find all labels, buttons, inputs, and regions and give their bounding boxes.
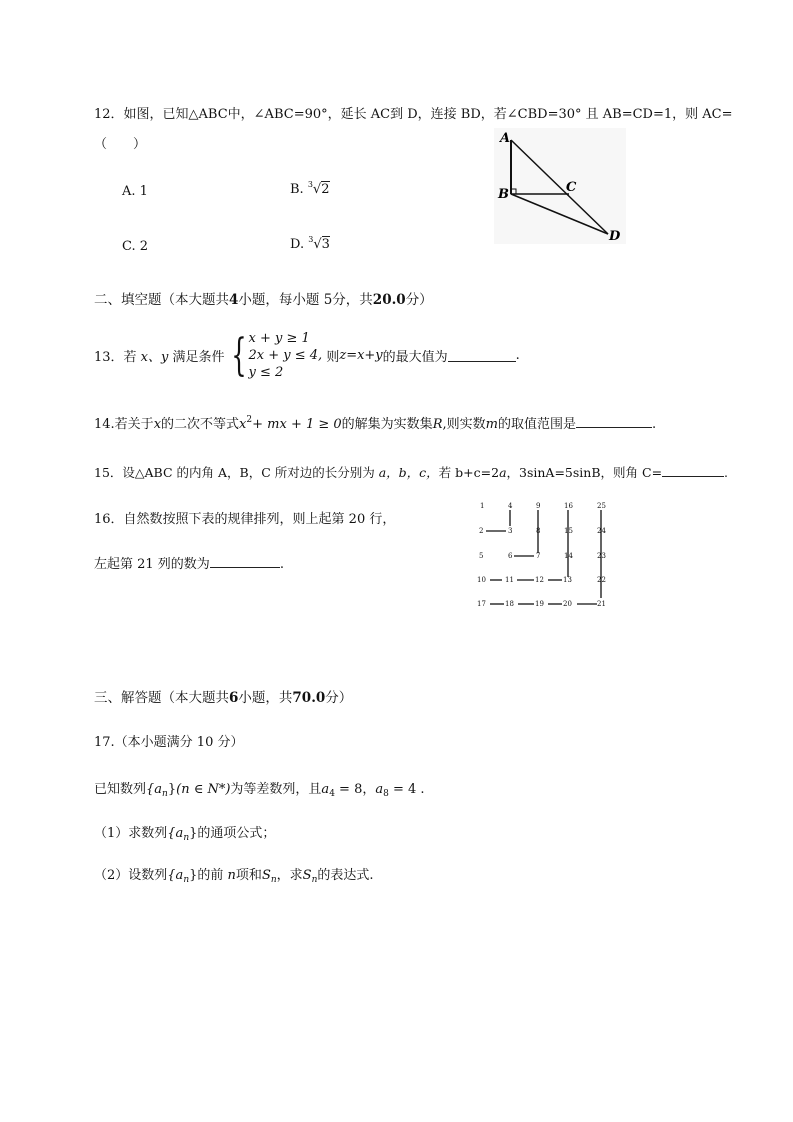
grid-cell: 8 bbox=[536, 527, 541, 535]
q12-option-b: B. $^3$√2 bbox=[290, 180, 330, 197]
q15: 15．设△ABC 的内角 A，B，C 所对边的长分别为 a，b，c，若 b+c=2a，3sinA=5sinB，则角 C= . bbox=[94, 465, 729, 480]
grid-cell: 15 bbox=[564, 527, 573, 535]
grid-cell: 3 bbox=[508, 527, 513, 535]
answer-blank-16[interactable] bbox=[210, 555, 280, 568]
grid-cell: 14 bbox=[564, 552, 573, 560]
q13: 13．若 x、y 满足条件 { x + y ≥ 1 2x + y ≤ 4, y ≤ 2 则z=x+y的最大值为 . bbox=[94, 329, 520, 381]
label-b: B bbox=[498, 187, 509, 202]
system-brace: { bbox=[230, 329, 247, 381]
section-3-heading: 三、解答题（本大题共6小题，共70.0分） bbox=[94, 690, 353, 706]
grid-cell: 21 bbox=[597, 600, 606, 608]
grid-cell: 13 bbox=[563, 576, 572, 584]
grid-cell: 24 bbox=[597, 527, 606, 535]
grid-cell: 5 bbox=[479, 552, 484, 560]
q16-line1: 16．自然数按照下表的规律排列，则上起第 20 行， bbox=[94, 512, 396, 527]
q12-line1: 12．如图，已知△ABC中，∠ABC=90°，延长 AC到 D，连接 BD，若∠CBD=30° 且 AB=CD=1，则 AC= bbox=[94, 107, 733, 122]
label-d: D bbox=[609, 229, 621, 244]
answer-blank-13[interactable] bbox=[448, 349, 516, 362]
label-a: A bbox=[500, 131, 511, 146]
q17-part1: （1）求数列$\{a_n\}$的通项公式； bbox=[94, 826, 276, 843]
q17-intro: 已知数列$\{a_n\}(n$ ∈ N*)为等差数列，且$a_4 = 8$，$a_8 = 4$ . bbox=[94, 782, 425, 799]
grid-cell: 7 bbox=[536, 552, 541, 560]
q12-paren: （ ） bbox=[94, 137, 147, 152]
triangle-figure bbox=[494, 128, 626, 244]
q17-part2: （2）设数列$\{a_n\}$的前 n项和$S_n$，求$S_n$的表达式. bbox=[94, 868, 374, 885]
cube-root-2: $^3$√2 bbox=[307, 180, 330, 197]
grid-cell: 19 bbox=[535, 600, 544, 608]
grid-cell: 23 bbox=[597, 552, 606, 560]
section-2-heading: 二、填空题（本大题共4小题，每小题 5分，共20.0分） bbox=[94, 292, 433, 308]
q12-option-a: A. 1 bbox=[122, 184, 148, 199]
grid-cell: 25 bbox=[597, 502, 606, 510]
grid-cell: 20 bbox=[563, 600, 572, 608]
q12-option-c: C. 2 bbox=[122, 239, 149, 254]
cube-root-3: $^3$√3 bbox=[308, 235, 330, 252]
grid-cell: 6 bbox=[508, 552, 513, 560]
q17-heading: 17.（本小题满分 10 分） bbox=[94, 735, 244, 750]
q14: 14.若关于x的二次不等式$x^2+$ mx + 1 ≥ 0的解集为实数集R,则实数m的取值范围是 . bbox=[94, 415, 657, 432]
grid-cell: 2 bbox=[479, 527, 484, 535]
inequality-system: x + y ≥ 1 2x + y ≤ 4, y ≤ 2 bbox=[248, 331, 323, 380]
grid-cell: 9 bbox=[536, 502, 541, 510]
answer-blank-15[interactable] bbox=[662, 464, 724, 477]
q12-stem bbox=[94, 103, 733, 122]
grid-cell: 22 bbox=[597, 576, 606, 584]
grid-cell: 17 bbox=[477, 600, 486, 608]
grid-cell: 1 bbox=[480, 502, 485, 510]
grid-cell: 16 bbox=[564, 502, 573, 510]
grid-cell: 12 bbox=[535, 576, 544, 584]
label-c: C bbox=[566, 180, 577, 195]
grid-cell: 11 bbox=[505, 576, 514, 584]
answer-blank-14[interactable] bbox=[576, 415, 652, 428]
grid-cell: 10 bbox=[477, 576, 486, 584]
grid-cell: 4 bbox=[508, 502, 513, 510]
q12-option-d: D. $^3$√3 bbox=[290, 235, 330, 252]
number-grid-figure bbox=[474, 498, 620, 614]
grid-cell: 18 bbox=[505, 600, 514, 608]
q16-line2: 左起第 21 列的数为 . bbox=[94, 557, 284, 572]
